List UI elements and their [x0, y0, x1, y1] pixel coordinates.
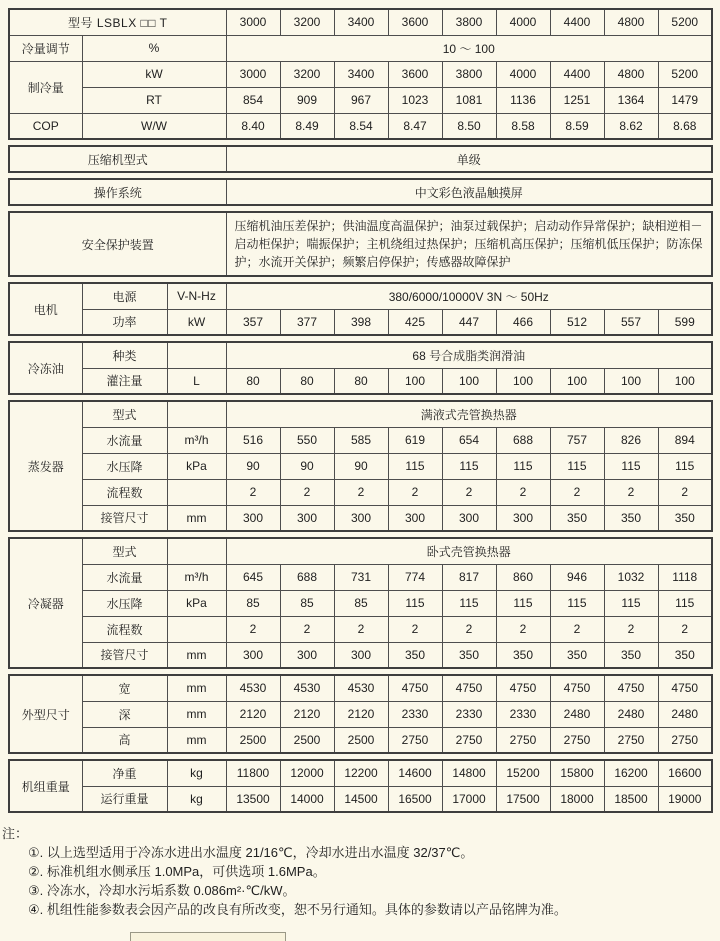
table-cell: 8.54	[334, 113, 388, 139]
table-cell: 灌注量	[82, 368, 167, 394]
table-cell: 5200	[658, 9, 712, 35]
table-cell: 115	[442, 453, 496, 479]
table-cell: 3000	[226, 61, 280, 87]
table-cell: 4000	[496, 9, 550, 35]
table-cell: 10 ～ 100	[226, 35, 712, 61]
table-cell: 高	[82, 727, 167, 753]
table-cell: 90	[334, 453, 388, 479]
spec-section-4	[8, 211, 713, 277]
table-cell: 水流量	[82, 427, 167, 453]
table-cell: 1364	[604, 87, 658, 113]
table-cell: 深	[82, 701, 167, 727]
table-cell: 909	[280, 87, 334, 113]
spec-section-1	[8, 8, 713, 140]
table-cell: 115	[388, 590, 442, 616]
table-cell: 350	[496, 642, 550, 668]
table-cell: 100	[550, 368, 604, 394]
table-row	[9, 146, 712, 172]
table-cell: 17000	[442, 786, 496, 812]
notes-block	[0, 818, 720, 919]
table-cell: 2	[280, 479, 334, 505]
spec-section-9	[8, 674, 713, 754]
table-cell: 电机	[9, 283, 82, 335]
table-cell: 水压降	[82, 590, 167, 616]
table-cell: 接管尺寸	[82, 642, 167, 668]
table-row	[9, 342, 712, 368]
table-cell: 688	[496, 427, 550, 453]
table-row	[9, 61, 712, 87]
table-cell: 757	[550, 427, 604, 453]
table-cell: kW	[167, 309, 226, 335]
table-cell: 2330	[496, 701, 550, 727]
table-row	[9, 479, 712, 505]
table-cell: 3400	[334, 61, 388, 87]
table-row	[9, 564, 712, 590]
table-cell: 585	[334, 427, 388, 453]
table-row	[9, 642, 712, 668]
table-cell: 宽	[82, 675, 167, 701]
table-cell: 水压降	[82, 453, 167, 479]
table-row	[9, 427, 712, 453]
table-cell: 1136	[496, 87, 550, 113]
table-cell: 3800	[442, 9, 496, 35]
table-cell: 16600	[658, 760, 712, 786]
table-cell: 18500	[604, 786, 658, 812]
table-row	[9, 212, 712, 276]
table-cell: 2	[604, 479, 658, 505]
table-cell: 3400	[334, 9, 388, 35]
table-cell: 115	[658, 590, 712, 616]
table-cell: 冷冻油	[9, 342, 82, 394]
table-cell: 型号 LSBLX □□ T	[9, 9, 226, 35]
table-cell: 8.47	[388, 113, 442, 139]
table-row	[9, 113, 712, 139]
table-cell: 300	[388, 505, 442, 531]
notes-label: 注：	[2, 826, 29, 841]
table-cell: 946	[550, 564, 604, 590]
table-cell: 3600	[388, 61, 442, 87]
table-cell: 300	[226, 642, 280, 668]
table-cell: 接管尺寸	[82, 505, 167, 531]
table-row	[9, 87, 712, 113]
table-cell: 4800	[604, 9, 658, 35]
table-row	[9, 401, 712, 427]
table-cell: 4750	[550, 675, 604, 701]
table-cell: 967	[334, 87, 388, 113]
table-cell: V-N-Hz	[167, 283, 226, 309]
table-cell: COP	[9, 113, 82, 139]
table-cell: RT	[82, 87, 226, 113]
table-cell: 380/6000/10000V 3N ～ 50Hz	[226, 283, 712, 309]
table-cell: 645	[226, 564, 280, 590]
table-cell: 619	[388, 427, 442, 453]
table-cell: 350	[658, 505, 712, 531]
table-cell: 18000	[550, 786, 604, 812]
table-cell: 2750	[388, 727, 442, 753]
table-cell: 14000	[280, 786, 334, 812]
table-cell: 16200	[604, 760, 658, 786]
table-cell: 4530	[226, 675, 280, 701]
table-row	[9, 283, 712, 309]
table-cell: 100	[604, 368, 658, 394]
table-cell: 型式	[82, 538, 167, 564]
table-cell: 水流量	[82, 564, 167, 590]
table-cell: 1023	[388, 87, 442, 113]
table-cell	[167, 616, 226, 642]
spec-section-7	[8, 400, 713, 532]
table-cell: 2120	[280, 701, 334, 727]
table-row	[9, 9, 712, 35]
table-cell: kPa	[167, 453, 226, 479]
table-cell: 854	[226, 87, 280, 113]
table-row	[9, 786, 712, 812]
table-cell: W/W	[82, 113, 226, 139]
partial-box	[130, 932, 286, 941]
table-cell: 350	[550, 642, 604, 668]
table-cell: 4530	[334, 675, 388, 701]
table-row	[9, 675, 712, 701]
table-cell: 2500	[334, 727, 388, 753]
table-cell: 2	[550, 616, 604, 642]
table-cell: 688	[280, 564, 334, 590]
table-cell: 4750	[604, 675, 658, 701]
table-cell: 运行重量	[82, 786, 167, 812]
table-cell: 流程数	[82, 616, 167, 642]
spec-section-8	[8, 537, 713, 669]
table-cell: 流程数	[82, 479, 167, 505]
table-cell: 115	[604, 453, 658, 479]
table-cell: 115	[658, 453, 712, 479]
table-row	[9, 727, 712, 753]
table-cell: 2	[496, 616, 550, 642]
table-cell: 外型尺寸	[9, 675, 82, 753]
table-cell: 85	[226, 590, 280, 616]
table-cell: 115	[496, 453, 550, 479]
table-cell: 4750	[388, 675, 442, 701]
table-cell	[167, 342, 226, 368]
table-cell: 300	[226, 505, 280, 531]
table-cell: 4530	[280, 675, 334, 701]
table-cell: 377	[280, 309, 334, 335]
table-cell: 17500	[496, 786, 550, 812]
table-cell: 350	[442, 642, 496, 668]
table-row	[9, 179, 712, 205]
table-cell: 2	[496, 479, 550, 505]
table-cell: 1479	[658, 87, 712, 113]
table-cell	[167, 401, 226, 427]
table-cell: 3200	[280, 61, 334, 87]
spec-section-5	[8, 282, 713, 336]
table-cell: 12200	[334, 760, 388, 786]
table-cell: 425	[388, 309, 442, 335]
spec-section-2	[8, 145, 713, 173]
table-cell: 90	[280, 453, 334, 479]
table-cell: 满液式壳管换热器	[226, 401, 712, 427]
table-cell: 817	[442, 564, 496, 590]
table-cell: 350	[604, 505, 658, 531]
table-cell: 12000	[280, 760, 334, 786]
table-cell: 512	[550, 309, 604, 335]
table-cell: 1081	[442, 87, 496, 113]
table-cell: 15200	[496, 760, 550, 786]
table-cell: 压缩机型式	[9, 146, 226, 172]
table-cell: kW	[82, 61, 226, 87]
table-cell: 冷凝器	[9, 538, 82, 668]
table-cell: 466	[496, 309, 550, 335]
table-cell: 14600	[388, 760, 442, 786]
table-cell: 2	[442, 616, 496, 642]
table-cell: 4400	[550, 61, 604, 87]
table-cell: 115	[388, 453, 442, 479]
table-cell: 种类	[82, 342, 167, 368]
table-cell: 300	[334, 642, 388, 668]
table-cell: 894	[658, 427, 712, 453]
table-cell: kg	[167, 786, 226, 812]
table-cell: 2	[226, 479, 280, 505]
note-item-2: ②. 标准机组水侧承压 1.0MPa，可供选项 1.6MPa。	[28, 864, 326, 879]
table-cell: 功率	[82, 309, 167, 335]
table-cell: kPa	[167, 590, 226, 616]
table-cell: 13500	[226, 786, 280, 812]
table-cell: 8.62	[604, 113, 658, 139]
table-cell: 774	[388, 564, 442, 590]
table-row	[9, 309, 712, 335]
table-cell: 2750	[658, 727, 712, 753]
table-cell: 压缩机油压差保护；供油温度高温保护；油泵过载保护；启动动作异常保护；缺相逆相－启动柜保护；喘振保护；主机绕组过热保护；压缩机高压保护；压缩机低压保护；防冻保护；水流开关保护；频繁启停保护；传感器故障保护	[226, 212, 712, 276]
table-cell: 4750	[442, 675, 496, 701]
table-cell: mm	[167, 701, 226, 727]
table-row	[9, 616, 712, 642]
table-row	[9, 35, 712, 61]
table-cell: 2480	[550, 701, 604, 727]
table-row	[9, 368, 712, 394]
table-cell: 14800	[442, 760, 496, 786]
table-cell: 2330	[442, 701, 496, 727]
table-cell: 4400	[550, 9, 604, 35]
table-row	[9, 505, 712, 531]
table-cell: 300	[496, 505, 550, 531]
table-cell: 8.50	[442, 113, 496, 139]
table-cell: 447	[442, 309, 496, 335]
table-cell: 100	[658, 368, 712, 394]
table-cell: 2750	[442, 727, 496, 753]
table-cell: 2	[658, 479, 712, 505]
table-cell: 115	[442, 590, 496, 616]
table-cell: 操作系统	[9, 179, 226, 205]
table-row	[9, 760, 712, 786]
table-cell: 550	[280, 427, 334, 453]
table-cell: 2	[604, 616, 658, 642]
table-cell: 制冷量	[9, 61, 82, 113]
table-row	[9, 538, 712, 564]
table-cell: 3800	[442, 61, 496, 87]
table-row	[9, 453, 712, 479]
table-cell: 蒸发器	[9, 401, 82, 531]
table-cell: 300	[280, 505, 334, 531]
note-item-3: ③. 冷冻水，冷却水污垢系数 0.086m²·℃/kW。	[28, 883, 296, 898]
table-cell: 11800	[226, 760, 280, 786]
table-cell: 357	[226, 309, 280, 335]
table-cell: 85	[334, 590, 388, 616]
table-cell: 2	[658, 616, 712, 642]
table-cell: 2	[388, 479, 442, 505]
table-cell: 1251	[550, 87, 604, 113]
table-cell: 净重	[82, 760, 167, 786]
table-cell: m³/h	[167, 427, 226, 453]
table-cell: kg	[167, 760, 226, 786]
table-cell: mm	[167, 675, 226, 701]
table-cell: 2480	[658, 701, 712, 727]
table-cell: 8.59	[550, 113, 604, 139]
table-cell: 4800	[604, 61, 658, 87]
table-cell	[167, 479, 226, 505]
table-cell	[167, 538, 226, 564]
table-cell: 68 号合成脂类润滑油	[226, 342, 712, 368]
table-cell: 860	[496, 564, 550, 590]
table-cell: 90	[226, 453, 280, 479]
table-cell: 2	[550, 479, 604, 505]
table-cell: 2750	[604, 727, 658, 753]
table-cell: 2500	[280, 727, 334, 753]
table-cell: 2120	[334, 701, 388, 727]
table-cell: 115	[604, 590, 658, 616]
table-cell: 2500	[226, 727, 280, 753]
table-cell: 398	[334, 309, 388, 335]
table-cell: 电源	[82, 283, 167, 309]
spec-section-6	[8, 341, 713, 395]
table-cell: 8.68	[658, 113, 712, 139]
table-cell: 1118	[658, 564, 712, 590]
table-cell: 3000	[226, 9, 280, 35]
table-cell: 单级	[226, 146, 712, 172]
table-cell: 2	[442, 479, 496, 505]
table-cell: 80	[226, 368, 280, 394]
table-cell: 安全保护装置	[9, 212, 226, 276]
table-cell: 115	[550, 453, 604, 479]
table-cell: 80	[334, 368, 388, 394]
table-cell: 2	[334, 616, 388, 642]
table-cell: 1032	[604, 564, 658, 590]
table-row	[9, 590, 712, 616]
table-cell: 557	[604, 309, 658, 335]
table-cell: 4750	[658, 675, 712, 701]
table-cell: 8.49	[280, 113, 334, 139]
table-cell: 516	[226, 427, 280, 453]
table-cell: 机组重量	[9, 760, 82, 812]
table-cell: 3200	[280, 9, 334, 35]
table-cell: mm	[167, 642, 226, 668]
table-cell: 115	[496, 590, 550, 616]
table-cell: 85	[280, 590, 334, 616]
table-cell: 型式	[82, 401, 167, 427]
table-cell: 300	[280, 642, 334, 668]
table-cell: 14500	[334, 786, 388, 812]
spec-section-10	[8, 759, 713, 813]
table-cell: 826	[604, 427, 658, 453]
table-cell: L	[167, 368, 226, 394]
table-cell: 2	[388, 616, 442, 642]
table-cell: m³/h	[167, 564, 226, 590]
table-cell: 15800	[550, 760, 604, 786]
table-cell: mm	[167, 727, 226, 753]
table-cell: 731	[334, 564, 388, 590]
table-cell: 115	[550, 590, 604, 616]
table-cell: 2750	[496, 727, 550, 753]
table-row	[9, 701, 712, 727]
table-cell: mm	[167, 505, 226, 531]
table-cell: 350	[604, 642, 658, 668]
table-cell: 350	[550, 505, 604, 531]
table-cell: 350	[658, 642, 712, 668]
table-cell: 350	[388, 642, 442, 668]
table-cell: 654	[442, 427, 496, 453]
table-cell: 3600	[388, 9, 442, 35]
table-cell: 5200	[658, 61, 712, 87]
table-cell: 2750	[550, 727, 604, 753]
table-cell: 19000	[658, 786, 712, 812]
table-cell: 599	[658, 309, 712, 335]
table-cell: 4750	[496, 675, 550, 701]
table-cell: 8.58	[496, 113, 550, 139]
table-cell: 2120	[226, 701, 280, 727]
note-item-4: ④. 机组性能参数表会因产品的改良有所改变，恕不另行通知。具体的参数请以产品铭牌为准。	[28, 902, 567, 917]
table-cell: 300	[442, 505, 496, 531]
table-cell: 2480	[604, 701, 658, 727]
table-cell: 2	[226, 616, 280, 642]
spec-section-3	[8, 178, 713, 206]
table-cell: 100	[496, 368, 550, 394]
table-cell: 中文彩色液晶触摸屏	[226, 179, 712, 205]
table-cell: %	[82, 35, 226, 61]
table-cell: 2	[280, 616, 334, 642]
note-item-1: ①. 以上选型适用于冷冻水进出水温度 21/16℃，冷却水进出水温度 32/37℃。	[28, 845, 474, 860]
table-cell: 2	[334, 479, 388, 505]
table-cell: 冷量调节	[9, 35, 82, 61]
table-cell: 16500	[388, 786, 442, 812]
table-cell: 100	[442, 368, 496, 394]
table-cell: 100	[388, 368, 442, 394]
table-cell: 卧式壳管换热器	[226, 538, 712, 564]
table-cell: 80	[280, 368, 334, 394]
table-cell: 2330	[388, 701, 442, 727]
table-cell: 4000	[496, 61, 550, 87]
table-cell: 300	[334, 505, 388, 531]
table-cell: 8.40	[226, 113, 280, 139]
